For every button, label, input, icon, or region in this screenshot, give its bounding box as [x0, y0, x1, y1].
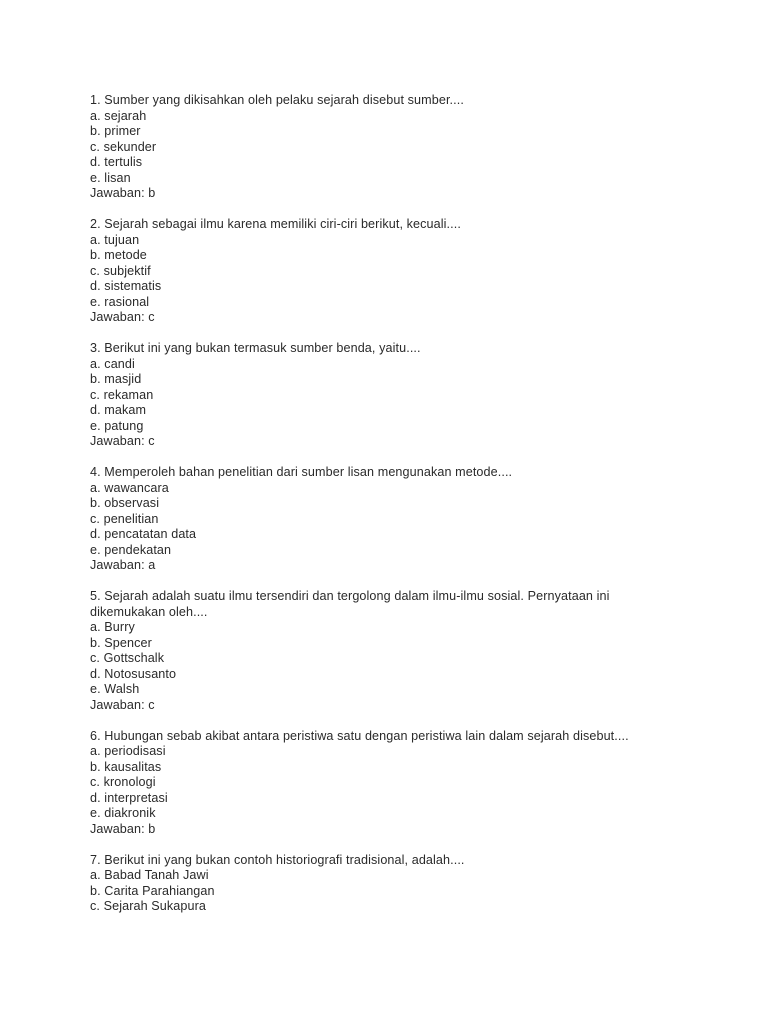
option-b: b. masjid	[90, 372, 142, 386]
option-b: b. metode	[90, 248, 147, 262]
question-1	[90, 93, 730, 202]
option-c: c. kronologi	[90, 775, 156, 789]
document-page	[90, 93, 730, 930]
answer-key: Jawaban: c	[90, 697, 155, 712]
option-e: e. rasional	[90, 294, 150, 309]
option-a: a. sejarah	[90, 108, 147, 123]
option-b: b. observasi	[90, 496, 160, 510]
option-c: c. Gottschalk	[90, 651, 165, 665]
question-7	[90, 853, 730, 915]
option-c: c. subjektif	[90, 263, 151, 278]
answer-key: Jawaban: c	[90, 310, 155, 324]
question-text: 3. Berikut ini yang bukan termasuk sumber benda, yaitu....	[90, 341, 421, 355]
question-text-line-1: 5. Sejarah adalah suatu ilmu tersendiri dan tergolong dalam ilmu-ilmu sosial. Pernyataan ini	[90, 589, 610, 603]
option-a: a. Burry	[90, 620, 135, 634]
option-d: d. tertulis	[90, 155, 143, 169]
option-a: a. Babad Tanah Jawi	[90, 868, 209, 882]
question-text-line-2: dikemukakan oleh....	[90, 604, 208, 619]
option-c: c. penelitian	[90, 511, 159, 526]
question-2	[90, 217, 730, 326]
question-3	[90, 341, 730, 450]
option-d: d. Notosusanto	[90, 666, 177, 681]
option-d: d. makam	[90, 403, 147, 417]
question-text: 4. Memperoleh bahan penelitian dari sumber lisan mengunakan metode....	[90, 465, 513, 479]
question-text: 1. Sumber yang dikisahkan oleh pelaku sejarah disebut sumber....	[90, 93, 464, 107]
option-b: b. primer	[90, 124, 141, 138]
option-a: a. periodisasi	[90, 744, 166, 758]
option-a: a. candi	[90, 356, 135, 371]
option-e: e. patung	[90, 418, 144, 433]
option-a: a. tujuan	[90, 232, 140, 247]
option-b: b. kausalitas	[90, 759, 162, 774]
question-4	[90, 465, 730, 574]
answer-key: Jawaban: c	[90, 434, 155, 448]
question-text: 2. Sejarah sebagai ilmu karena memiliki ciri-ciri berikut, kecuali....	[90, 217, 461, 231]
option-b: b. Spencer	[90, 635, 152, 650]
option-a: a. wawancara	[90, 480, 169, 495]
option-e: e. Walsh	[90, 682, 140, 696]
option-b: b. Carita Parahiangan	[90, 883, 215, 898]
answer-key: Jawaban: b	[90, 186, 156, 200]
question-text: 7. Berikut ini yang bukan contoh historiografi tradisional, adalah....	[90, 852, 465, 867]
option-c: c. sekunder	[90, 139, 157, 154]
question-text: 6. Hubungan sebab akibat antara peristiwa satu dengan peristiwa lain dalam sejarah disebut....	[90, 728, 629, 743]
option-d: d. sistematis	[90, 279, 162, 293]
option-e: e. lisan	[90, 170, 131, 185]
option-c: c. rekaman	[90, 387, 154, 402]
option-e: e. pendekatan	[90, 542, 172, 557]
option-c: c. Sejarah Sukapura	[90, 899, 207, 913]
question-5	[90, 589, 730, 713]
option-d: d. interpretasi	[90, 790, 168, 805]
question-6	[90, 729, 730, 838]
answer-key: Jawaban: b	[90, 821, 156, 836]
option-d: d. pencatatan data	[90, 527, 197, 541]
answer-key: Jawaban: a	[90, 558, 156, 572]
option-e: e. diakronik	[90, 806, 156, 820]
